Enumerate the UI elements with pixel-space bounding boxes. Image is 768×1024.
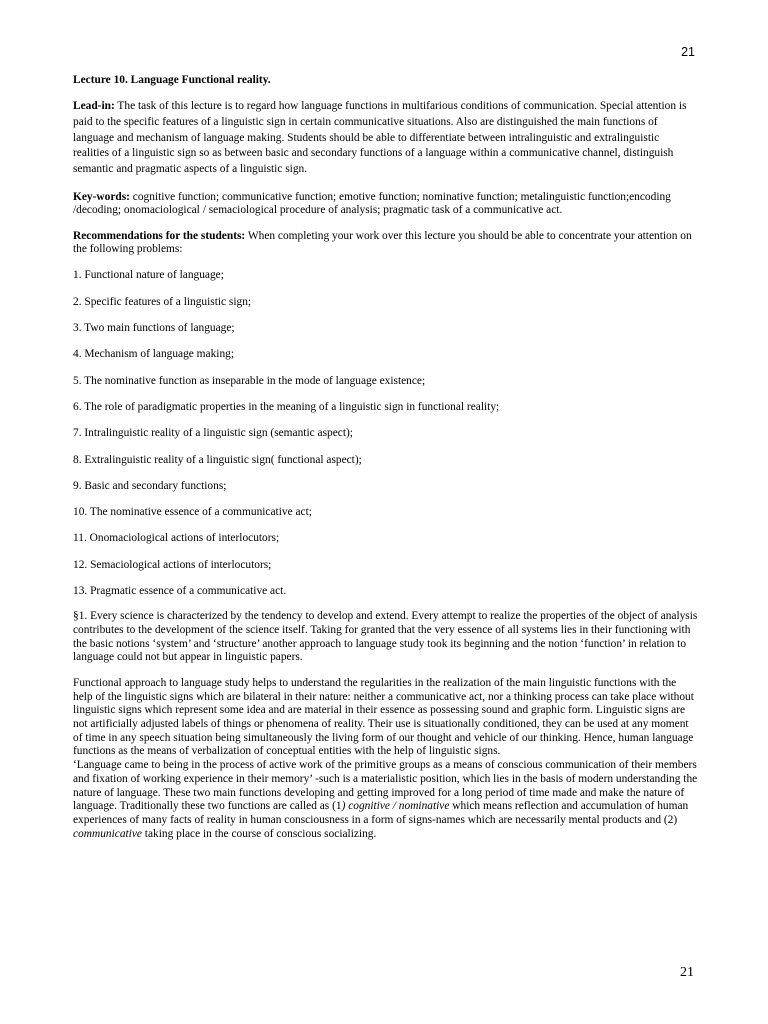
- problems-list: [73, 268, 698, 610]
- list-item: 9. Basic and secondary functions;: [73, 479, 227, 492]
- keywords-text: cognitive function; communicative function; emotive function; nominative function; metalinguistic function;encoding /decoding; onomaciological / semaciological procedure of analysis; pragmatic task of a communicative act.: [73, 190, 671, 217]
- section-1-paragraph: §1. Every science is characterized by the tendency to develop and extend. Every attempt to realize the properties of the object of analysis contributes to the development of the science itself. Taking for granted that the very essence of all systems lies in their functioning with the basic notions ‘system’ and ‘structure’ another approach to language study took its beginning and the notion ‘function’ in relation to language could not but appear in linguistic papers.: [73, 610, 698, 664]
- list-item: 5. The nominative function as inseparable in the mode of language existence;: [73, 374, 426, 387]
- para3-italic-communicative: communicative: [73, 827, 142, 840]
- list-item: 13. Pragmatic essence of a communicative act.: [73, 584, 287, 597]
- list-item: 1. Functional nature of language;: [73, 269, 224, 282]
- recommendations-label: Recommendations for the students:: [73, 229, 246, 242]
- list-item: 3. Two main functions of language;: [73, 322, 235, 335]
- lead-in-label: Lead-in:: [73, 100, 115, 113]
- list-item: 2. Specific features of a linguistic sign;: [73, 295, 252, 308]
- recommendations-text: When completing your work over this lecture you should be able to concentrate your attention on the following problems:: [73, 229, 692, 255]
- para3-italic-cognitive: ) cognitive / nominative: [341, 800, 450, 813]
- list-item: 7. Intralinguistic reality of a linguistic sign (semantic aspect);: [73, 427, 353, 440]
- lead-in-text: The task of this lecture is to regard how language functions in multifarious conditions of communication. Special attention is paid to the specific features of a linguistic sign in certain communicative situations. Also are distinguished the main functions of language and mechanism of language making. Students should be able to differentiate between intralinguistic and extralinguistic realities of a linguistic sign so as between basic and secondary functions of a language within a communicative channel, distinguish semantic and pragmatic aspects of a linguistic sign.: [73, 100, 687, 175]
- page-number-top: 21: [681, 45, 695, 59]
- lecture-title: Lecture 10. Language Functional reality.: [73, 74, 271, 86]
- language-origin-paragraph: [73, 759, 698, 841]
- list-item: 12. Semaciological actions of interlocutors;: [73, 558, 272, 571]
- list-item: 4. Mechanism of language making;: [73, 348, 235, 361]
- list-item: 6. The role of paradigmatic properties in the meaning of a linguistic sign in functional reality;: [73, 400, 500, 413]
- para3-text-start: ‘Language came to being in the process of active work of the primitive groups as a means of conscious communication of their members and fixation of working experience in their memory’ -such is a materialistic position, which lies in the basis of modern understanding the nature of language. These two main functions developing and getting improved for a long period of time made and make the nature of language. Traditionally these two functions are called as (1: [73, 759, 698, 813]
- page-number-bottom: 21: [680, 965, 694, 980]
- page-content: [73, 73, 698, 841]
- keywords-paragraph: [73, 191, 698, 218]
- keywords-label: Key-words:: [73, 190, 130, 203]
- list-item: 8. Extralinguistic reality of a linguistic sign( functional aspect);: [73, 453, 362, 466]
- lead-in-paragraph: [73, 99, 698, 177]
- list-item: 11. Onomaciological actions of interlocutors;: [73, 532, 280, 545]
- list-item: 10. The nominative essence of a communicative act;: [73, 506, 312, 519]
- functional-approach-paragraph: Functional approach to language study helps to understand the regularities in the realization of the main linguistic functions with the help of the linguistic signs which are bilateral in their nature: neither a communicative act, nor a thinking process can take place without linguistic signs which represent some idea and are material in their essence as possessing sound and graphic form. Linguistic signs are not artificially adjusted labels of things or phenomena of reality. Their use is situationally conditioned, they can be used at any moment of time in any speech situation being simultaneously the living form of our thought and vehicle of our thinking. Hence, human language functions as the means of verbalization of conceptual entities with the help of linguistic signs.: [73, 677, 694, 758]
- para3-text-middle: which means reflection and accumulation of human experiences of many facts of reality in human consciousness in a form of signs-names which are necessarily mental products and (2): [73, 800, 689, 826]
- section-1: [73, 610, 698, 841]
- para3-text-end: taking place in the course of conscious socializing.: [141, 827, 377, 840]
- recommendations-paragraph: [73, 230, 698, 257]
